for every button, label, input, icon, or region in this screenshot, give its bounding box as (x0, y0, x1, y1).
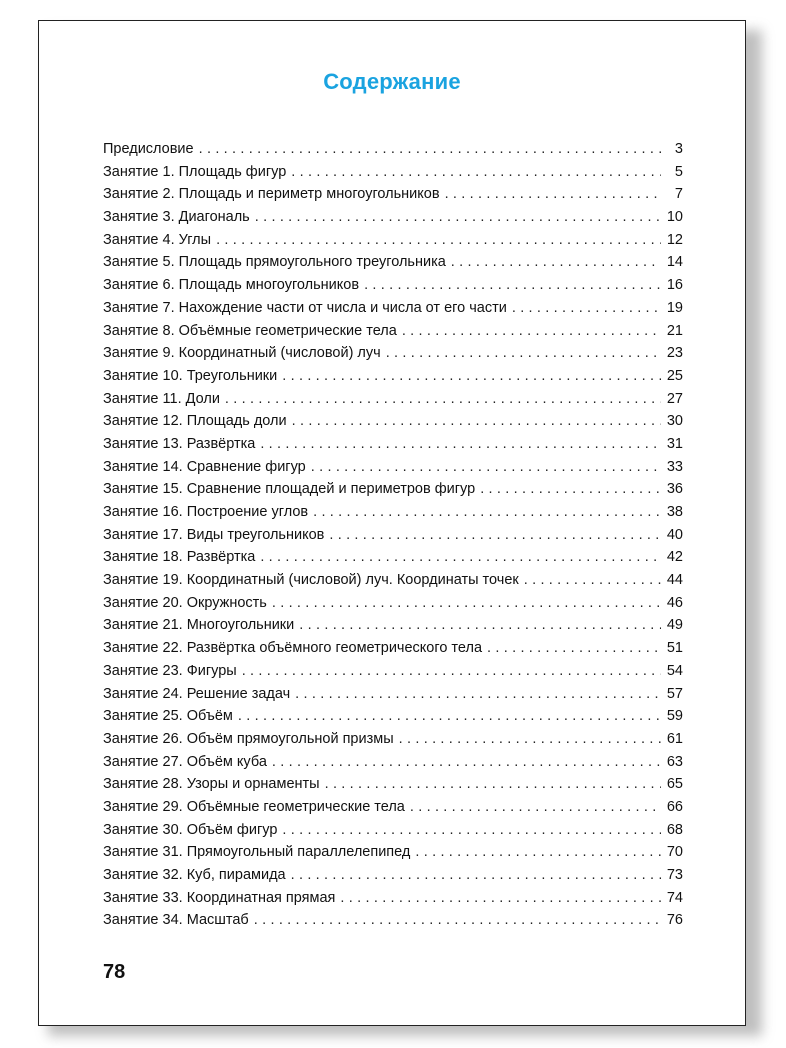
toc-entry[interactable] (103, 549, 683, 572)
toc-dot-leader (487, 640, 661, 656)
toc-entry[interactable] (103, 572, 683, 595)
toc-entry-label: Занятие 12. Площадь доли (103, 413, 287, 430)
toc-entry-label: Занятие 29. Объёмные геометрические тела (103, 798, 405, 815)
toc-entry[interactable] (103, 368, 683, 391)
toc-entry-page: 23 (666, 345, 683, 362)
toc-entry-label: Занятие 34. Масштаб (103, 912, 249, 929)
toc-entry-label: Занятие 14. Сравнение фигур (103, 458, 306, 475)
toc-entry-page: 19 (666, 299, 683, 316)
toc-entry[interactable] (103, 686, 683, 709)
toc-entry-page: 54 (666, 662, 683, 679)
toc-entry[interactable] (103, 164, 683, 187)
toc-entry-label: Занятие 21. Многоугольники (103, 617, 295, 634)
toc-dot-leader (402, 323, 661, 339)
toc-dot-leader (299, 617, 661, 633)
toc-entry[interactable] (103, 504, 683, 527)
toc-dot-leader (291, 867, 661, 883)
toc-dot-leader (282, 822, 661, 838)
toc-entry-page: 36 (666, 481, 683, 498)
toc-entry-page: 21 (666, 322, 683, 339)
toc-dot-leader (199, 141, 661, 157)
toc-entry-page: 31 (666, 435, 683, 452)
toc-entry-page: 70 (666, 844, 683, 861)
toc-dot-leader (364, 277, 661, 293)
toc-entry-label: Занятие 4. Углы (103, 231, 212, 248)
toc-dot-leader (272, 595, 661, 611)
toc-dot-leader (480, 481, 661, 497)
toc-entry-page: 76 (666, 912, 683, 929)
toc-entry-page: 46 (666, 594, 683, 611)
toc-entry-page: 16 (666, 277, 683, 294)
toc-entry-page: 14 (666, 254, 683, 271)
toc-entry[interactable] (103, 277, 683, 300)
toc-entry-page: 57 (666, 685, 683, 702)
toc-entry-label: Занятие 23. Фигуры (103, 662, 237, 679)
toc-entry-label: Занятие 6. Площадь многоугольников (103, 277, 360, 294)
toc-dot-leader (260, 436, 661, 452)
toc-entry-page: 27 (666, 390, 683, 407)
toc-entry-label: Занятие 2. Площадь и периметр многоугольников (103, 186, 440, 203)
toc-dot-leader (386, 345, 661, 361)
toc-dot-leader (216, 232, 661, 248)
toc-entry[interactable] (103, 844, 683, 867)
toc-entry-label: Занятие 17. Виды треугольников (103, 526, 325, 543)
toc-dot-leader (295, 686, 661, 702)
toc-dot-leader (242, 663, 661, 679)
toc-entry[interactable] (103, 754, 683, 777)
book-page (38, 20, 746, 1026)
toc-dot-leader (260, 549, 661, 565)
toc-entry-page: 5 (674, 163, 683, 180)
toc-entry[interactable] (103, 663, 683, 686)
toc-entry[interactable] (103, 799, 683, 822)
toc-entry[interactable] (103, 640, 683, 663)
page-title: Содержание (323, 69, 461, 94)
toc-entry[interactable] (103, 822, 683, 845)
toc-entry-label: Занятие 24. Решение задач (103, 685, 291, 702)
toc-entry-page: 51 (666, 640, 683, 657)
toc-dot-leader (410, 799, 661, 815)
toc-dot-leader (255, 209, 661, 225)
toc-dot-leader (512, 300, 661, 316)
toc-entry-page: 66 (666, 798, 683, 815)
toc-dot-leader (451, 254, 661, 270)
toc-entry-page: 65 (666, 776, 683, 793)
toc-entry-label: Предисловие (103, 141, 194, 157)
toc-entry[interactable] (103, 912, 683, 935)
toc-entry[interactable] (103, 776, 683, 799)
toc-entry-page: 49 (666, 617, 683, 634)
toc-entry[interactable] (103, 595, 683, 618)
toc-dot-leader (325, 776, 661, 792)
toc-entry-page: 44 (666, 572, 683, 589)
toc-dot-leader (399, 731, 661, 747)
toc-entry-label: Занятие 18. Развёртка (103, 549, 256, 566)
toc-entry[interactable] (103, 186, 683, 209)
toc-entry-label: Занятие 9. Координатный (числовой) луч (103, 345, 381, 362)
toc-dot-leader (311, 459, 661, 475)
toc-dot-leader (445, 186, 661, 202)
toc-entry-label: Занятие 33. Координатная прямая (103, 889, 336, 906)
toc-entry-label: Занятие 8. Объёмные геометрические тела (103, 322, 397, 339)
toc-entry-label: Занятие 13. Развёртка (103, 435, 256, 452)
toc-dot-leader (524, 572, 661, 588)
toc-entry[interactable] (103, 481, 683, 504)
toc-dot-leader (415, 844, 661, 860)
toc-entry-label: Занятие 30. Объём фигур (103, 821, 278, 838)
toc-entry-page: 3 (674, 141, 683, 157)
toc-entry-label: Занятие 10. Треугольники (103, 367, 278, 384)
toc-entry-label: Занятие 28. Узоры и орнаменты (103, 776, 320, 793)
toc-entry[interactable] (103, 141, 683, 164)
toc-entry-label: Занятие 20. Окружность (103, 594, 267, 611)
toc-entry-page: 73 (666, 867, 683, 883)
toc-dot-leader (272, 754, 661, 770)
toc-entry[interactable] (103, 731, 683, 754)
toc-entry[interactable] (103, 436, 683, 459)
toc-entry-page: 59 (666, 708, 683, 725)
toc-entry-page: 30 (666, 413, 683, 430)
toc-entry-label: Занятие 26. Объём прямоугольной призмы (103, 730, 394, 747)
toc-dot-leader (238, 708, 661, 724)
toc-entry-page: 33 (666, 458, 683, 475)
table-of-contents (103, 141, 683, 935)
toc-entry-page: 10 (666, 209, 683, 226)
toc-entry-label: Занятие 16. Построение углов (103, 504, 309, 520)
toc-entry-label: Занятие 27. Объём куба (103, 753, 267, 770)
toc-entry-page: 61 (666, 730, 683, 747)
toc-entry-page: 63 (666, 753, 683, 770)
toc-entry-page: 42 (666, 549, 683, 566)
toc-entry[interactable] (103, 345, 683, 368)
toc-entry[interactable] (103, 413, 683, 436)
toc-dot-leader (291, 164, 661, 180)
toc-entry[interactable] (103, 527, 683, 550)
toc-entry-label: Занятие 22. Развёртка объёмного геометрического тела (103, 640, 483, 657)
toc-entry-label: Занятие 11. Доли (103, 390, 220, 407)
toc-entry[interactable] (103, 867, 683, 890)
toc-dot-leader (225, 391, 661, 407)
toc-dot-leader (329, 527, 661, 543)
toc-entry[interactable] (103, 617, 683, 640)
toc-entry-page: 38 (666, 504, 683, 520)
toc-entry-page: 7 (674, 186, 683, 203)
toc-entry[interactable] (103, 232, 683, 255)
toc-entry-page: 40 (666, 526, 683, 543)
toc-entry-label: Занятие 3. Диагональ (103, 209, 250, 226)
toc-entry-label: Занятие 31. Прямоугольный параллелепипед (103, 844, 411, 861)
toc-entry-label: Занятие 7. Нахождение части от числа и числа от его части (103, 299, 507, 316)
toc-entry-page: 74 (666, 889, 683, 906)
toc-dot-leader (313, 504, 661, 520)
toc-entry-label: Занятие 32. Куб, пирамида (103, 867, 286, 883)
toc-entry[interactable] (103, 708, 683, 731)
toc-dot-leader (292, 413, 661, 429)
toc-entry-page: 25 (666, 367, 683, 384)
toc-dot-leader (282, 368, 661, 384)
toc-entry-page: 12 (666, 231, 683, 248)
toc-entry-label: Занятие 25. Объём (103, 708, 233, 725)
toc-entry[interactable] (103, 890, 683, 913)
toc-entry-label: Занятие 1. Площадь фигур (103, 163, 287, 180)
toc-entry[interactable] (103, 459, 683, 482)
toc-entry[interactable] (103, 209, 683, 232)
toc-entry-label: Занятие 19. Координатный (числовой) луч. Координаты точек (103, 572, 519, 589)
toc-entry-page: 68 (666, 821, 683, 838)
toc-dot-leader (340, 890, 661, 906)
toc-entry[interactable] (103, 300, 683, 323)
toc-entry-label: Занятие 5. Площадь прямоугольного треугольника (103, 254, 446, 271)
toc-entry[interactable] (103, 323, 683, 346)
toc-entry[interactable] (103, 254, 683, 277)
toc-dot-leader (254, 912, 661, 928)
toc-entry-label: Занятие 15. Сравнение площадей и периметров фигур (103, 481, 476, 498)
toc-entry[interactable] (103, 391, 683, 414)
page-number: 78 (103, 961, 126, 983)
